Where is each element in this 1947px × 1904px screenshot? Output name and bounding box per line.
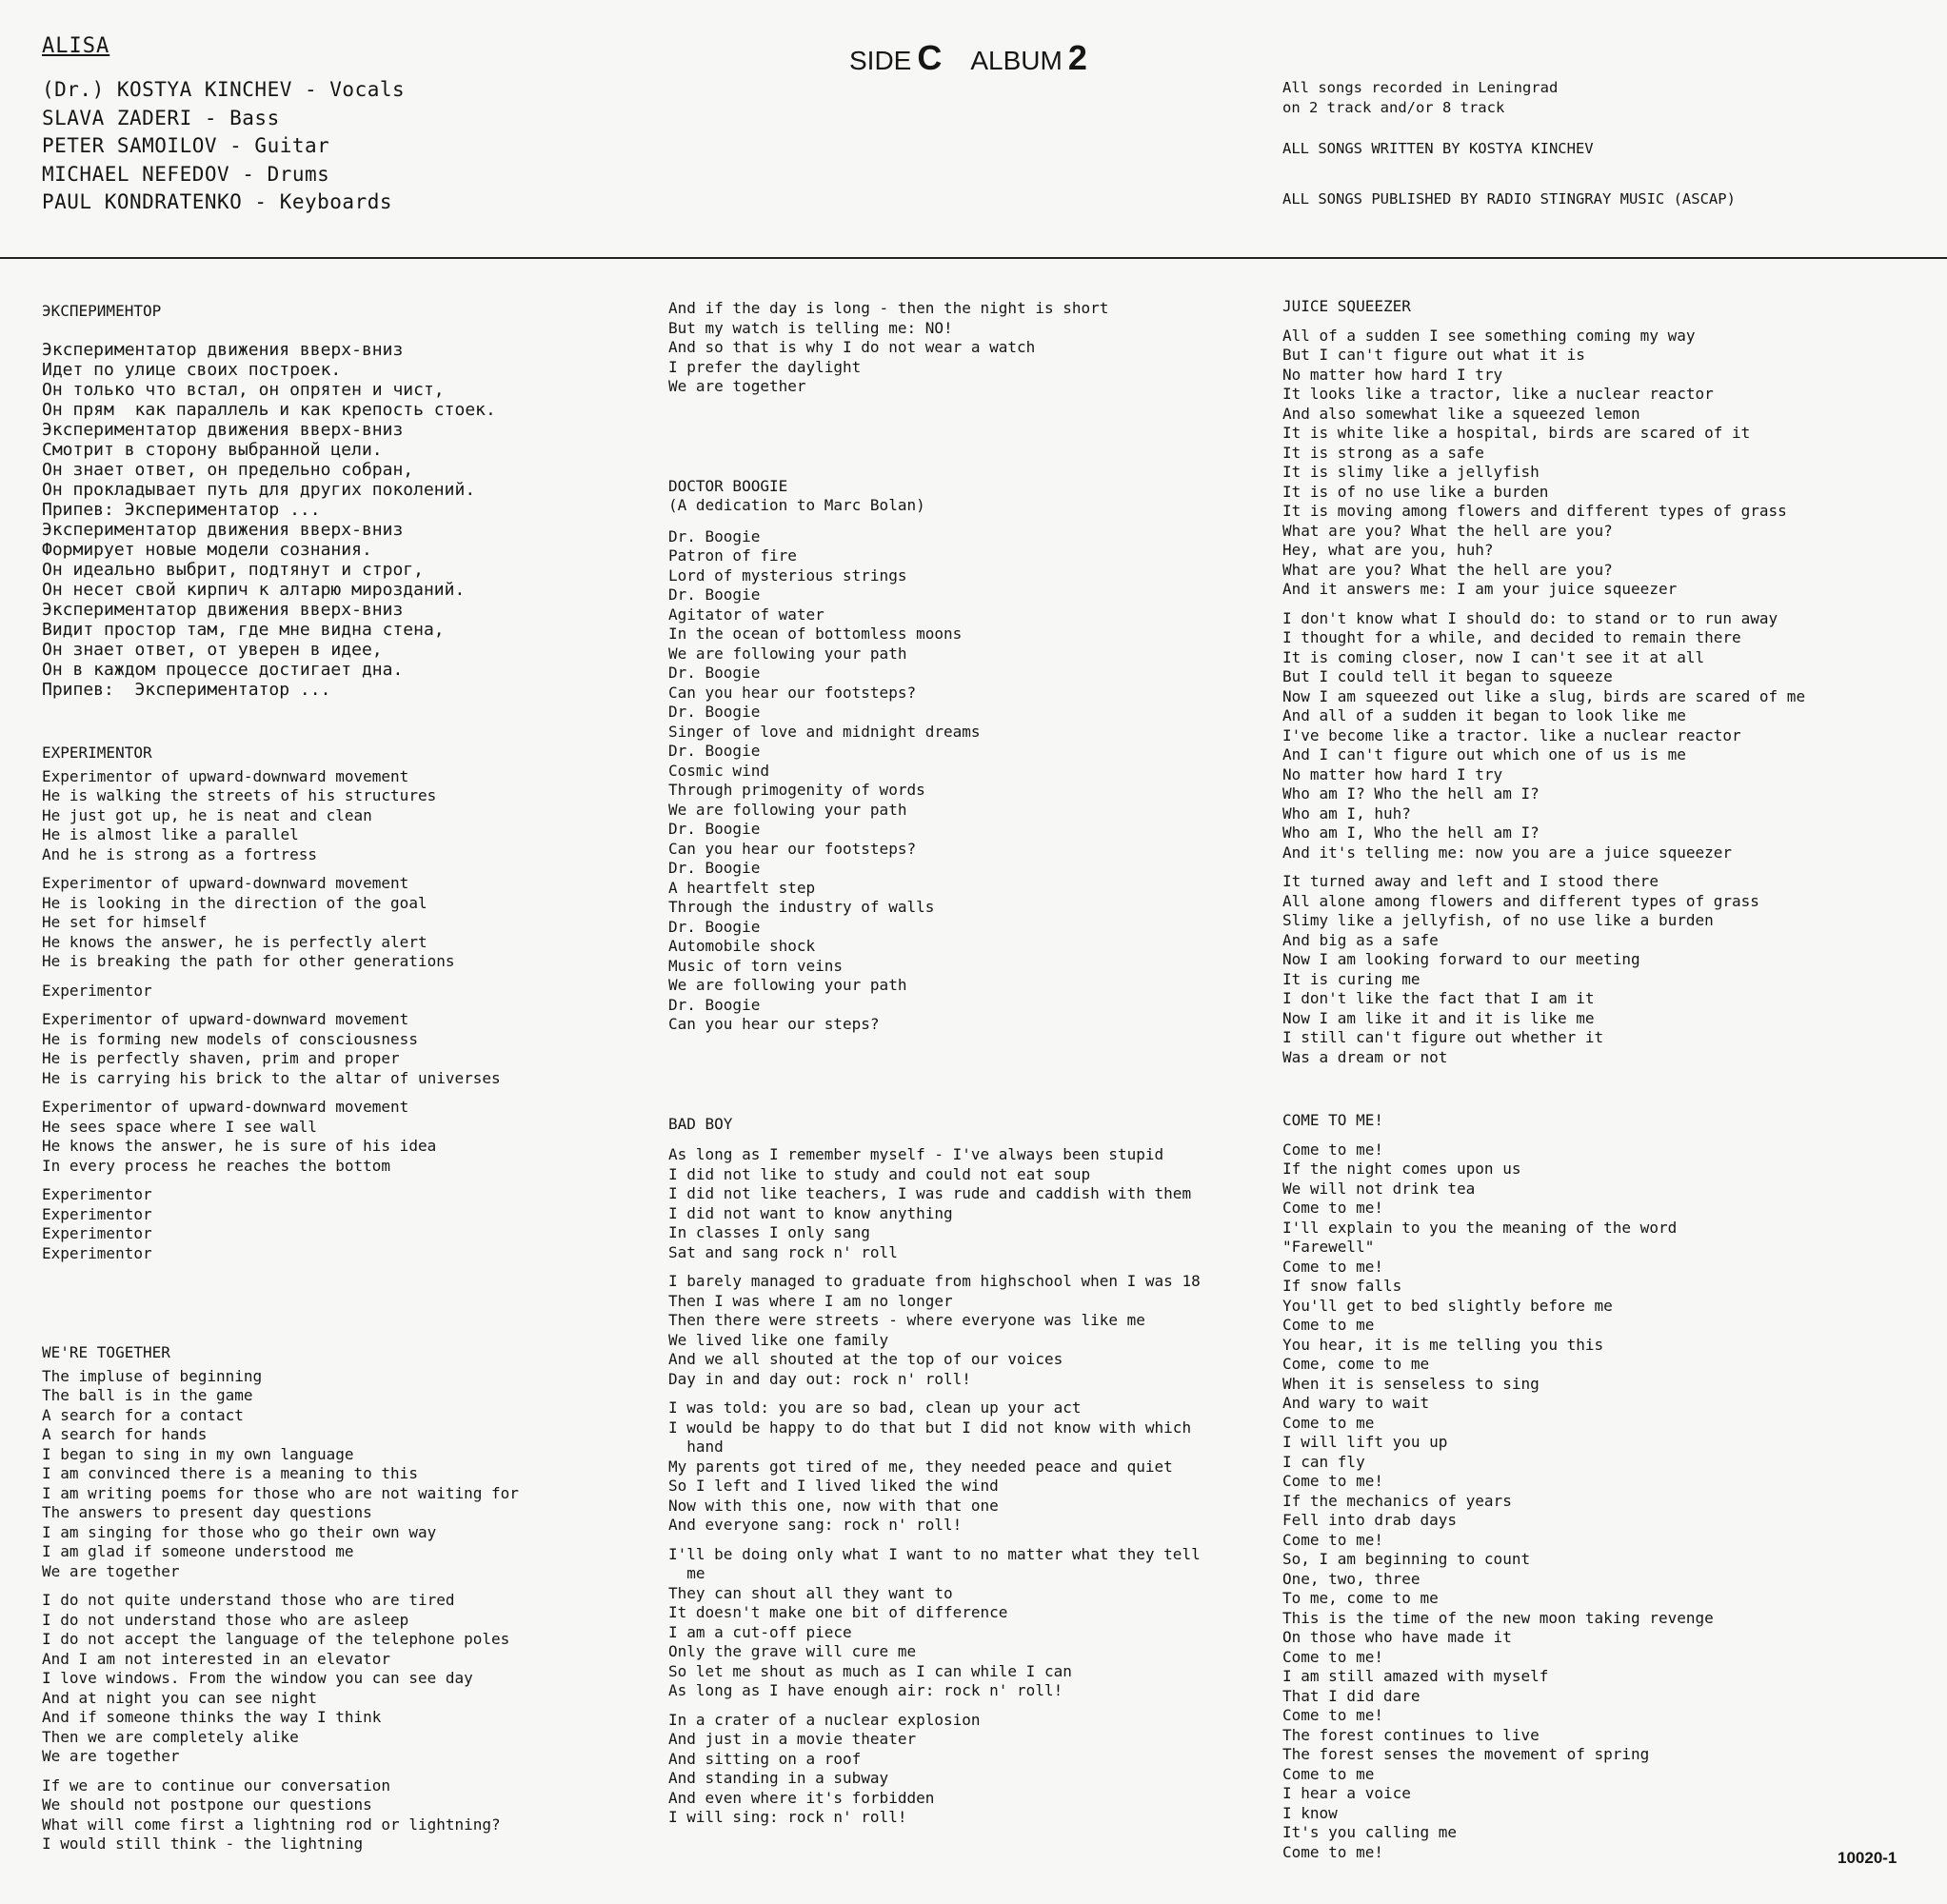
lyric-line: Он знает ответ, от уверен в идее, (42, 640, 383, 660)
lyric-line: Experimentor (42, 1204, 152, 1223)
lyric-line: I thought for a while, and decided to remain there (1282, 628, 1741, 646)
member-line: MICHAEL NEFEDOV - Drums (42, 162, 330, 186)
lyric-line: Экспериментатор движения вверх-вниз (42, 420, 404, 440)
lyric-line: Singer of love and midnight dreams (668, 722, 981, 741)
lyric-line: We should not postpone our questions (42, 1795, 372, 1814)
lyric-line: We will not drink tea (1282, 1179, 1476, 1198)
lyric-line: I still can't figure out whether it (1282, 1028, 1604, 1046)
lyric-line: And standing in a subway (668, 1769, 889, 1787)
lyric-line: He is almost like a parallel (42, 825, 299, 843)
song-come-to-me (1282, 1111, 1901, 1862)
lyric-line: When it is senseless to sing (1282, 1374, 1540, 1393)
song-verses (1282, 327, 1901, 1068)
credit-recorded-2: on 2 track and/or 8 track (1282, 99, 1505, 116)
lyric-line: Hey, what are you, huh? (1282, 541, 1494, 559)
lyric-line: Экспериментатор движения вверх-вниз (42, 520, 404, 540)
lyric-line: We are following your path (668, 644, 907, 663)
lyric-line: I am writing poems for those who are not waiting for (42, 1483, 519, 1502)
lyric-line: We are together (42, 1561, 180, 1580)
song-subtitle: (A dedication to Marc Bolan) (668, 496, 925, 514)
lyric-line: And even where it's forbidden (668, 1788, 935, 1807)
lyric-line: It doesn't make one bit of difference (668, 1603, 1008, 1621)
lyric-line: Come to me (1282, 1413, 1375, 1432)
lyric-line: But my watch is telling me: NO! (668, 318, 953, 337)
song-title: EXPERIMENTOR (42, 744, 152, 762)
lyric-line: He knows the answer, he is perfectly alert (42, 932, 427, 951)
verse (668, 527, 1278, 1035)
lyric-line: Come to me (1282, 1764, 1375, 1783)
verse (42, 1776, 632, 1854)
lyric-line: What are you? What the hell are you? (1282, 521, 1613, 540)
lyric-line: Come to me! (1282, 1842, 1383, 1861)
lyric-line: But I could tell it began to squeeze (1282, 667, 1613, 685)
lyric-line: Agitator of water (668, 605, 824, 624)
lyric-line: Who am I, Who the hell am I? (1282, 823, 1540, 842)
lyric-line: In classes I only sang (668, 1223, 870, 1241)
verse (668, 1145, 1278, 1262)
lyric-line: My parents got tired of me, they needed peace and quiet (668, 1457, 1173, 1476)
lyric-line: I will sing: rock n' roll! (668, 1808, 907, 1826)
lyric-line: As long as I have enough air: rock n' roll! (668, 1681, 1063, 1699)
song-juice-squeezer (1282, 297, 1901, 1067)
lyric-line: And wary to wait (1282, 1394, 1430, 1412)
lyric-line: If snow falls (1282, 1277, 1402, 1295)
lyric-line: If we are to continue our conversation (42, 1775, 391, 1795)
lyric-line: And it's telling me: now you are a juice squeezer (1282, 843, 1733, 862)
lyric-line: Формирует новые модели сознания. (42, 540, 372, 560)
lyric-line: hand (668, 1438, 724, 1456)
lyric-line: And I can't figure out which one of us is me (1282, 745, 1686, 764)
verse (42, 1367, 632, 1582)
credit-recorded-1: All songs recorded in Leningrad (1282, 79, 1559, 96)
verse (42, 1098, 632, 1176)
lyric-line: All alone among flowers and different types of grass (1282, 891, 1759, 910)
lyric-line: Он прям как параллель и как крепость стоек. (42, 400, 496, 420)
lyric-line: We are following your path (668, 800, 907, 819)
band-members (42, 76, 405, 217)
lyric-line: I don't like the fact that I am it (1282, 989, 1595, 1007)
lyric-line: He is forming new models of consciousness (42, 1029, 418, 1048)
lyric-line: In a crater of a nuclear explosion (668, 1710, 981, 1729)
lyric-line: The forest continues to live (1282, 1725, 1540, 1744)
lyric-line: Dr. Boogie (668, 859, 761, 877)
song-title: WE'RE TOGETHER (42, 1343, 170, 1361)
song-title: BAD BOY (668, 1114, 733, 1133)
lyric-line: This is the time of the new moon taking revenge (1282, 1608, 1714, 1627)
lyric-line: Dr. Boogie (668, 820, 761, 838)
verse (42, 1010, 632, 1088)
lyric-line: Dr. Boogie (668, 664, 761, 682)
lyric-line: Он только что встал, он опрятен и чист, (42, 380, 445, 400)
song-verses (42, 767, 632, 1264)
lyric-line: If the mechanics of years (1282, 1491, 1512, 1510)
lyric-line: What will come first a lightning rod or lightning? (42, 1815, 501, 1834)
lyric-line: A search for hands (42, 1425, 208, 1443)
lyric-line: Come to me (1282, 1316, 1375, 1334)
lyric-line: Experimentor (42, 1224, 152, 1242)
lyric-line: Come to me! (1282, 1140, 1383, 1159)
lyric-line: I would still think - the lightning (42, 1835, 364, 1853)
were-together-continued (668, 299, 1278, 397)
verse (668, 1711, 1278, 1828)
lyric-line: And at night you can see night (42, 1688, 317, 1707)
lyric-line: Then I was where I am no longer (668, 1291, 953, 1310)
lyric-line: We are together (42, 1747, 180, 1765)
lyric-line: Experimentor (42, 1243, 152, 1262)
lyric-line: It is of no use like a burden (1282, 482, 1549, 501)
lyric-line: The forest senses the movement of spring (1282, 1745, 1650, 1763)
lyric-line: And everyone sang: rock n' roll! (668, 1516, 963, 1534)
lyric-line: Dr. Boogie (668, 703, 761, 721)
lyric-line: I do not accept the language of the telephone poles (42, 1630, 510, 1648)
lyric-line: It looks like a tractor, like a nuclear reactor (1282, 385, 1714, 403)
credit-written: ALL SONGS WRITTEN BY KOSTYA KINCHEV (1282, 140, 1594, 157)
lyric-line: It is moving among flowers and different types of grass (1282, 502, 1787, 520)
lyric-line: And sitting on a roof (668, 1749, 862, 1768)
lyric-line: It is strong as a safe (1282, 443, 1484, 462)
lyric-line: I did not like to study and could not eat soup (668, 1164, 1091, 1183)
lyric-line: Who am I? Who the hell am I? (1282, 784, 1540, 803)
lyric-line: Он идеально выбрит, подтянут и строг, (42, 560, 424, 580)
lyric-line: We lived like one family (668, 1330, 889, 1349)
verse (42, 1591, 632, 1767)
lyric-line: Dr. Boogie (668, 742, 761, 760)
band-title: ALISA (42, 34, 110, 58)
lyric-line: And it answers me: I am your juice squeezer (1282, 580, 1678, 598)
lyric-line: Through primogenity of words (668, 781, 925, 799)
lyric-line: me (668, 1564, 705, 1582)
lyric-line: It is white like a hospital, birds are scared of it (1282, 424, 1751, 442)
lyric-line: I do not understand those who are asleep (42, 1610, 409, 1629)
credits-block (1282, 78, 1736, 209)
lyric-line: And also somewhat like a squeezed lemon (1282, 404, 1640, 423)
lyric-line: He set for himself (42, 913, 208, 931)
lyric-line: Now I am squeezed out like a slug, birds are scared of me (1282, 686, 1806, 705)
song-were-together (42, 1343, 632, 1854)
lyric-line: Was a dream or not (1282, 1047, 1448, 1066)
album-value: 2 (1067, 38, 1087, 77)
lyric-line: So I left and I lived liked the wind (668, 1477, 999, 1495)
lyric-line: Come to me! (1282, 1530, 1383, 1549)
lyric-line: No matter how hard I try (1282, 764, 1503, 783)
lyric-line: The impluse of beginning (42, 1366, 263, 1385)
lyric-line: Come to me! (1282, 1257, 1383, 1276)
lyric-line: Идет по улице своих построек. (42, 360, 342, 380)
lyric-line: It's you calling me (1282, 1823, 1458, 1841)
side-album-label (849, 38, 1116, 78)
lyric-line: Sat and sang rock n' roll (668, 1242, 898, 1261)
lyric-line: Patron of fire (668, 546, 797, 565)
lyrics-column-3 (1282, 297, 1901, 1872)
lyric-line: I barely managed to graduate from highschool when I was 18 (668, 1272, 1201, 1290)
lyric-line: Can you hear our footsteps? (668, 839, 917, 858)
lyric-line: Он прокладывает путь для других поколений. (42, 480, 476, 500)
lyric-line: I know (1282, 1803, 1338, 1822)
member-line: (Dr.) KOSTYA KINCHEV - Vocals (42, 78, 406, 101)
catalog-number: 10020-1 (1838, 1849, 1897, 1867)
lyric-line: In every process he reaches the bottom (42, 1156, 391, 1175)
lyric-line: I did not like teachers, I was rude and caddish with them (668, 1184, 1192, 1202)
side-word: SIDE (849, 46, 912, 75)
lyric-line: I will lift you up (1282, 1433, 1448, 1451)
lyric-line: Come, come to me (1282, 1355, 1430, 1373)
lyric-line: Then we are completely alike (42, 1727, 299, 1746)
lyrics-column-1 (42, 301, 632, 1864)
lyric-line: Experimentor of upward-downward movement (42, 874, 409, 892)
lyric-line: He is walking the streets of his structures (42, 786, 437, 804)
lyric-line: Экспериментатор движения вверх-вниз (42, 600, 404, 620)
lyric-line: You hear, it is me telling you this (1282, 1335, 1604, 1354)
verse (1282, 609, 1901, 863)
lyric-line: And all of a sudden it began to look like me (1282, 706, 1686, 724)
song-title: COME TO ME! (1282, 1111, 1383, 1129)
lyric-line: He is perfectly shaven, prim and proper (42, 1049, 400, 1067)
lyric-line: I've become like a tractor. like a nuclear reactor (1282, 725, 1741, 744)
lyric-line: Come to me! (1282, 1706, 1383, 1724)
verse (668, 1545, 1278, 1701)
lyric-line: He just got up, he is neat and clean (42, 805, 372, 824)
lyric-line: They can shout all they want to (668, 1583, 953, 1602)
song-doctor-boogie (668, 477, 1278, 1035)
lyric-line: I'll explain to you the meaning of the word (1282, 1218, 1678, 1237)
side-value: C (917, 38, 943, 77)
lyric-line: Now with this one, now with that one (668, 1496, 999, 1515)
lyric-line: The ball is in the game (42, 1386, 253, 1404)
lyric-line: One, two, three (1282, 1569, 1421, 1588)
lyric-line: Dr. Boogie (668, 526, 761, 545)
lyric-line: In the ocean of bottomless moons (668, 625, 963, 643)
lyric-line: I was told: you are so bad, clean up your act (668, 1398, 1082, 1417)
lyric-line: Он несет свой кирпич к алтарю мирозданий. (42, 580, 466, 600)
lyric-line: Lord of mysterious strings (668, 565, 907, 585)
lyric-line: As long as I remember myself - I've always been stupid (668, 1145, 1164, 1163)
lyric-line: I did not want to know anything (668, 1203, 953, 1222)
lyric-line: I am a cut-off piece (668, 1622, 852, 1641)
lyric-line: I began to sing in my own language (42, 1444, 354, 1463)
credit-published: ALL SONGS PUBLISHED BY RADIO STINGRAY MUSIC (ASCAP) (1282, 190, 1736, 208)
lyric-line: Dr. Boogie (668, 585, 761, 604)
lyric-line: You'll get to bed slightly before me (1282, 1296, 1613, 1315)
lyric-line: I hear a voice (1282, 1784, 1411, 1802)
lyric-line: Can you hear our steps? (668, 1015, 880, 1033)
lyric-line: I am glad if someone understood me (42, 1542, 354, 1560)
lyric-line: I'll be doing only what I want to no matter what they tell (668, 1544, 1201, 1563)
lyric-line: He is breaking the path for other generations (42, 952, 455, 970)
lyric-line: Dr. Boogie (668, 995, 761, 1014)
song-verses (668, 1145, 1278, 1828)
lyric-line: Come to me! (1282, 1647, 1383, 1666)
lyric-line: That I did dare (1282, 1686, 1421, 1705)
verse (1282, 1140, 1901, 1863)
lyric-line: Experimentor of upward-downward movement (42, 1098, 409, 1116)
member-line: SLAVA ZADERI - Bass (42, 106, 280, 129)
lyric-line: Видит простор там, где мне видна стена, (42, 620, 445, 640)
song-bad-boy (668, 1115, 1278, 1828)
member-line: PETER SAMOILOV - Guitar (42, 134, 330, 157)
lyric-line: I don't know what I should do: to stand or to run away (1282, 608, 1778, 627)
lyric-line: A heartfelt step (668, 878, 816, 897)
lyric-line: Come to me! (1282, 1472, 1383, 1490)
lyric-line: I can fly (1282, 1452, 1365, 1471)
member-line: PAUL KONDRATENKO - Keyboards (42, 190, 393, 213)
lyric-line: Music of torn veins (668, 956, 844, 975)
lyric-line: Смотрит в сторону выбранной цели. (42, 440, 383, 460)
lyric-line: I am still amazed with myself (1282, 1667, 1549, 1685)
lyric-line: And just in a movie theater (668, 1730, 917, 1748)
lyric-line: He sees space where I see wall (42, 1117, 317, 1136)
lyric-line: Fell into drab days (1282, 1511, 1458, 1529)
lyric-line: What are you? What the hell are you? (1282, 560, 1613, 579)
verse (42, 767, 632, 865)
lyric-line: Экспериментатор движения вверх-вниз (42, 340, 404, 360)
lyric-line: He knows the answer, he is sure of his idea (42, 1137, 437, 1155)
lyric-line: And he is strong as a fortress (42, 844, 317, 863)
lyric-line: Come to me! (1282, 1199, 1383, 1217)
song-title: JUICE SQUEEZER (1282, 297, 1411, 315)
lyric-line: We are following your path (668, 976, 907, 994)
lyric-line: Only the grave will cure me (668, 1642, 917, 1660)
verse (668, 1272, 1278, 1389)
lyric-line: The answers to present day questions (42, 1503, 372, 1521)
verse (42, 982, 632, 1002)
verse (42, 340, 632, 700)
lyric-line: We are together (668, 377, 806, 395)
lyric-line: Припев: Экспериментатор ... (42, 680, 331, 700)
lyric-line: It is curing me (1282, 969, 1421, 988)
song-experimentor (42, 744, 632, 1263)
lyric-line: All of a sudden I see something coming my way (1282, 326, 1696, 345)
lyric-line: Experimentor of upward-downward movement (42, 766, 409, 785)
verse (1282, 872, 1901, 1067)
lyric-line: Through the industry of walls (668, 898, 935, 916)
lyric-line: And if someone thinks the way I think (42, 1708, 382, 1726)
lyric-line: On those who have made it (1282, 1628, 1512, 1646)
lyric-line: So, I am beginning to count (1282, 1550, 1531, 1568)
lyric-line: It is slimy like a jellyfish (1282, 463, 1540, 481)
lyric-line: Can you hear our footsteps? (668, 683, 917, 702)
lyric-line: No matter how hard I try (1282, 365, 1503, 384)
lyric-line: But I can't figure out what it is (1282, 346, 1585, 364)
lyric-line: Cosmic wind (668, 761, 769, 780)
lyric-line: If the night comes upon us (1282, 1160, 1521, 1178)
lyric-line: A search for a contact (42, 1405, 244, 1424)
verse (1282, 327, 1901, 600)
lyric-line: I am singing for those who go their own way (42, 1522, 437, 1541)
lyric-line: So let me shout as much as I can while I can (668, 1661, 1072, 1680)
header-divider (0, 257, 1947, 259)
verse (42, 1185, 632, 1263)
album-word: ALBUM (970, 46, 1063, 75)
lyric-line: He is carrying his brick to the altar of universes (42, 1068, 501, 1087)
lyric-line: Он в каждом процессе достигает дна. (42, 660, 404, 680)
lyric-line: And so that is why I do not wear a watch (668, 338, 1036, 356)
lyric-line: Automobile shock (668, 937, 816, 955)
lyric-line: And we all shouted at the top of our voices (668, 1350, 1063, 1368)
lyric-line: It is coming closer, now I can't see it at all (1282, 647, 1705, 666)
lyric-line: I love windows. From the window you can see day (42, 1669, 473, 1687)
lyric-line: Dr. Boogie (668, 917, 761, 936)
lyric-line: Now I am like it and it is like me (1282, 1008, 1595, 1027)
lyric-line: I would be happy to do that but I did not know with which (668, 1418, 1192, 1437)
lyric-line: Day in and day out: rock n' roll! (668, 1369, 971, 1388)
lyric-line: Experimentor of upward-downward movement (42, 1010, 409, 1028)
lyric-line: And if the day is long - then the night is short (668, 299, 1109, 317)
lyric-line: I prefer the daylight (668, 357, 862, 376)
song-title: DOCTOR BOOGIE (668, 476, 788, 495)
lyric-line: Slimy like a jellyfish, of no use like a burden (1282, 911, 1714, 929)
verse (668, 1398, 1278, 1536)
lyric-line: "Farewell" (1282, 1238, 1375, 1256)
lyric-line: Who am I, huh? (1282, 803, 1411, 823)
lyric-line: Припев: Экспериментатор ... (42, 500, 321, 520)
verse (42, 874, 632, 972)
lyric-line: I am convinced there is a meaning to this (42, 1464, 418, 1482)
lyric-line: It turned away and left and I stood there (1282, 872, 1659, 890)
lyric-line: And I am not interested in an elevator (42, 1649, 391, 1668)
lyric-line: Он знает ответ, он предельно собран, (42, 460, 414, 480)
song-title: ЭКСПЕРИМЕНТОР (42, 302, 162, 320)
lyric-line: He is looking in the direction of the goal (42, 893, 427, 912)
lyric-line: Experimentor (42, 981, 152, 1000)
lyric-line: To me, come to me (1282, 1589, 1439, 1607)
lyric-line: Then there were streets - where everyone was like me (668, 1311, 1145, 1329)
lyric-line: Experimentor (42, 1185, 152, 1203)
lyric-line: And big as a safe (1282, 930, 1439, 949)
song-experimentor-russian (42, 301, 632, 700)
lyric-line: I do not quite understand those who are tired (42, 1591, 455, 1609)
lyrics-column-2 (668, 299, 1278, 1837)
lyric-line: Now I am looking forward to our meeting (1282, 950, 1640, 968)
song-verses (42, 1367, 632, 1854)
